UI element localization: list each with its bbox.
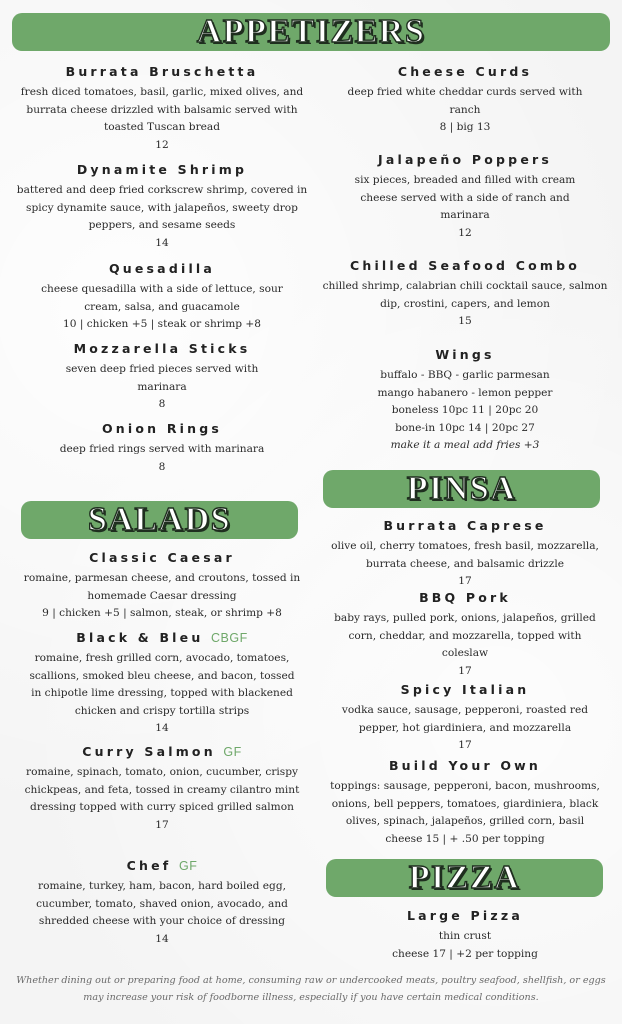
- item-name: Mozzarella Sticks: [73, 341, 251, 356]
- menu-item: [320, 682, 610, 755]
- item-name: [14, 630, 310, 646]
- item-price: 12: [155, 138, 169, 151]
- diet-tag: GF: [179, 859, 198, 873]
- diet-tag: GF: [223, 745, 242, 759]
- item-name: Wings: [435, 347, 495, 362]
- item-name: Spicy Italian: [400, 682, 530, 697]
- menu-item: [14, 261, 310, 334]
- menu-item: [320, 258, 610, 331]
- item-name: Dynamite Shrimp: [76, 162, 248, 177]
- menu-item: [320, 64, 610, 137]
- appetizers-left-column: [14, 62, 310, 482]
- item-description: romaine, spinach, tomato, onion, cucumber, crispy chickpeas, and feta, tossed in creamy cilantro mint dressing topped with curry spiced grilled salmon: [24, 766, 300, 813]
- item-name-text: Chef: [126, 858, 172, 873]
- item-price: 8: [158, 398, 166, 410]
- item-description: romaine, turkey, ham, bacon, hard boiled egg, cucumber, tomato, shaved onion, avocado, and shredded cheese with your choice of dressing: [36, 880, 288, 927]
- salads-banner: [21, 501, 298, 539]
- item-description: six pieces, breaded and filled with cream cheese served with a side of ranch and marinara: [354, 174, 576, 221]
- item-name: Cheese Curds: [397, 64, 533, 79]
- item-price: 17: [458, 575, 472, 587]
- menu-item: [14, 421, 310, 476]
- diet-tag: CBGF: [211, 631, 248, 645]
- item-name: Build Your Own: [388, 758, 542, 773]
- pinsa-column: [320, 516, 610, 856]
- item-line: buffalo - BBQ - garlic parmesan: [380, 369, 550, 381]
- item-price: 17: [458, 739, 472, 751]
- menu-item-wings: [320, 347, 610, 455]
- item-price: 15: [458, 315, 472, 327]
- item-price: 10 | chicken +5 | steak or shrimp +8: [62, 318, 262, 330]
- item-description: romaine, parmesan cheese, and croutons, tossed in homemade Caesar dressing: [23, 572, 301, 602]
- pizza-title: PIZZA: [408, 859, 521, 896]
- item-description: toppings: sausage, pepperoni, bacon, mushrooms, onions, bell peppers, tomatoes, giardiniera, black olives, spinach, jalapeños, grilled corn, basil: [330, 780, 600, 827]
- pizza-banner: [326, 859, 603, 897]
- item-description: deep fried white cheddar curds served with ranch: [347, 86, 583, 116]
- pinsa-title: PINSA: [406, 470, 517, 507]
- salads-title: SALADS: [87, 501, 232, 538]
- item-name-text: Classic Caesar: [89, 550, 235, 565]
- item-line: bone-in 10pc 14 | 20pc 27: [395, 421, 535, 434]
- item-name: BBQ Pork: [419, 590, 511, 605]
- item-description: cheese quesadilla with a side of lettuce, sour cream, salsa, and guacamole: [41, 283, 283, 313]
- item-name: Chilled Seafood Combo: [349, 258, 581, 273]
- item-note: make it a meal add fries +3: [390, 439, 540, 451]
- item-name: Onion Rings: [101, 421, 223, 436]
- pinsa-banner: [323, 470, 600, 508]
- item-price: 14: [155, 236, 169, 249]
- item-price: 14: [155, 722, 169, 734]
- item-name-text: Curry Salmon: [82, 744, 216, 759]
- item-price: cheese 17 | +2 per topping: [392, 947, 538, 960]
- item-name: Jalapeño Poppers: [378, 152, 552, 167]
- item-description: baby rays, pulled pork, onions, jalapeños, grilled corn, cheddar, and mozzarella, topped with coleslaw: [334, 612, 596, 659]
- appetizers-title: APPETIZERS: [196, 13, 426, 50]
- item-name: Burrata Caprese: [383, 518, 547, 533]
- item-description: romaine, fresh grilled corn, avocado, tomatoes, scallions, smoked bleu cheese, and bacon, tossed in chipotle lime dressing, topped with blackened chicken and crispy tortilla strips: [29, 652, 295, 717]
- menu-item: [14, 550, 310, 623]
- menu-item: [320, 152, 610, 242]
- menu-item: [14, 162, 310, 252]
- item-line: boneless 10pc 11 | 20pc 20: [391, 404, 539, 416]
- menu-item: [320, 908, 610, 963]
- food-safety-disclaimer: Whether dining out or preparing food at home, consuming raw or undercooked meats, poultry seafood, shellfish, or eggs may increase your risk of foodborne illness, especially if you have certain medical conditions.: [16, 975, 606, 1003]
- item-description: olive oil, cherry tomatoes, fresh basil, mozzarella, burrata cheese, and balsamic drizzle: [331, 540, 599, 570]
- appetizers-banner: [12, 13, 610, 51]
- item-price: 12: [458, 226, 472, 239]
- menu-item: [14, 341, 310, 414]
- item-name: Large Pizza: [407, 908, 523, 923]
- item-name: [14, 550, 310, 566]
- item-price: 14: [155, 932, 169, 945]
- item-description: chilled shrimp, calabrian chili cocktail sauce, salmon dip, crostini, capers, and lemon: [322, 280, 608, 310]
- salads-column: [14, 548, 310, 958]
- menu-item: [14, 858, 310, 948]
- item-description: thin crust: [438, 930, 492, 942]
- appetizers-right-column: [320, 62, 610, 462]
- item-name: Burrata Bruschetta: [65, 64, 259, 79]
- item-price: cheese 15 | + .50 per topping: [385, 832, 545, 845]
- item-description: fresh diced tomatoes, basil, garlic, mixed olives, and burrata cheese drizzled with balsamic served with toasted Tuscan bread: [20, 86, 304, 133]
- menu-item: [320, 758, 610, 848]
- menu-item: [320, 518, 610, 591]
- item-price: 17: [155, 818, 169, 831]
- item-description: battered and deep fried corkscrew shrimp, covered in spicy dynamite sauce, with jalapeños, sweety drop peppers, and sesame seeds: [16, 184, 308, 231]
- item-description: vodka sauce, sausage, pepperoni, roasted red pepper, hot giardiniera, and mozzarella: [341, 704, 589, 734]
- item-name: Quesadilla: [108, 261, 216, 276]
- pizza-column: [320, 906, 610, 966]
- item-description: deep fried rings served with marinara: [59, 443, 265, 455]
- item-description: seven deep fried pieces served with marinara: [65, 363, 259, 393]
- item-price: 9 | chicken +5 | salmon, steak, or shrimp +8: [42, 607, 282, 619]
- item-line: mango habanero - lemon pepper: [377, 386, 553, 399]
- item-price: 17: [458, 664, 472, 677]
- item-name: [14, 744, 310, 760]
- item-price: 8 | big 13: [439, 121, 491, 133]
- item-name: [14, 858, 310, 874]
- item-name-text: Black & Bleu: [76, 630, 204, 645]
- menu-item: [14, 64, 310, 154]
- menu-item: [320, 590, 610, 680]
- item-price: 8: [158, 460, 166, 473]
- menu-item: [14, 744, 310, 834]
- menu-item: [14, 630, 310, 738]
